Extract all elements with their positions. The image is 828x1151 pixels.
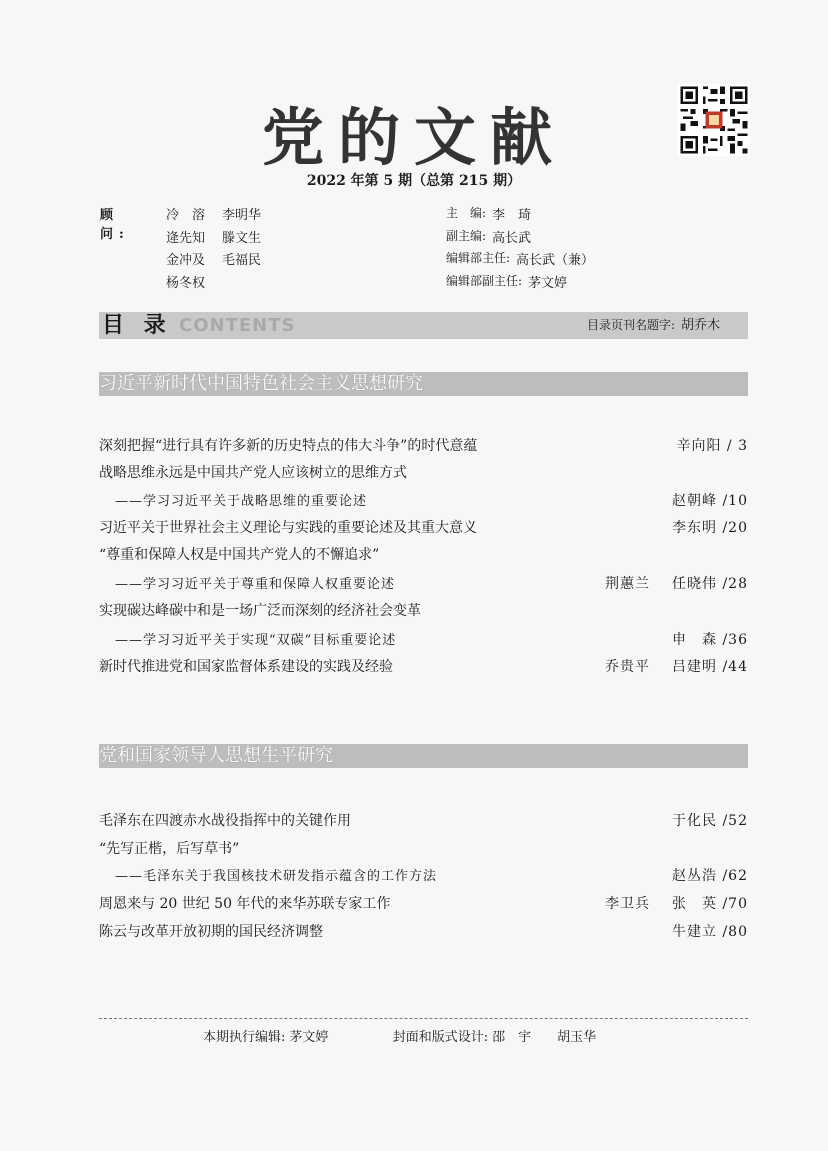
entry-subtitle: ——学习习近平关于战略思维的重要论述: [115, 494, 368, 509]
entry-title: “尊重和保障人权是中国共产党人的不懈追求”: [99, 547, 380, 563]
editor-label: 编辑部副主任:: [446, 273, 523, 288]
design-label: 封面和版式设计:: [392, 1030, 489, 1045]
advisor-name: 金冲及: [166, 253, 206, 268]
toc-entry[interactable]: [99, 921, 748, 943]
exec-editor-name: 茅文婷: [289, 1030, 329, 1045]
editor-name: 李 琦: [492, 208, 532, 223]
qr-code-icon: [678, 84, 750, 156]
footer-divider: [99, 1018, 748, 1019]
editor-label: 主 编:: [446, 206, 487, 220]
issue-number: 2022 年第 5 期（总第 215 期）: [306, 173, 522, 189]
entry-subtitle: ——毛泽东关于我国核技术研发指示蕴含的工作方法: [115, 869, 438, 884]
entry-author-page: 赵朝峰 /10: [672, 493, 748, 509]
entry-author-page: 赵丛浩 /62: [672, 868, 748, 884]
entry-author-page: 吕建明 /44: [672, 659, 748, 675]
section-title: 党和国家领导人思想生平研究: [99, 745, 333, 766]
entry-title: 陈云与改革开放初期的国民经济调整: [99, 924, 323, 940]
advisor-name: 冷 溶: [166, 208, 206, 223]
calligraphy-label: 目录页刊名题字:: [586, 318, 675, 332]
advisors-label: 顾 问:: [100, 208, 139, 242]
advisors-block: [100, 204, 278, 294]
toc-title: 目 录: [102, 313, 172, 338]
section-header: [99, 372, 748, 396]
entry-author-page: 李东明 /20: [672, 520, 748, 536]
advisor-name: 李明华: [222, 208, 262, 223]
toc-entry[interactable]: [99, 893, 748, 915]
editor-label: 编辑部主任:: [446, 251, 511, 265]
calligraphy-credit: [587, 312, 720, 339]
entry-title: 周恩来与 20 世纪 50 年代的来华苏联专家工作: [99, 896, 391, 912]
entry-coauthor: 乔贵平: [605, 659, 650, 675]
toc-header-bar: [99, 312, 748, 339]
exec-editor-label: 本期执行编辑:: [203, 1030, 286, 1045]
advisor-name: 杨冬权: [166, 275, 206, 291]
calligraphy-name: 胡乔木: [680, 318, 720, 333]
entry-title: 习近平关于世界社会主义理论与实践的重要论述及其重大意义: [99, 520, 477, 536]
entry-author-page: 张 英 /70: [672, 896, 748, 912]
entry-author-page: 牛建立 /80: [672, 924, 748, 940]
toc-entry[interactable]: [99, 865, 748, 887]
editors-block: [446, 204, 594, 294]
entry-title: 深刻把握“进行具有许多新的历史特点的伟大斗争”的时代意蕴: [99, 438, 478, 454]
toc-entry[interactable]: [99, 656, 748, 678]
entry-author-page: 辛向阳 / 3: [676, 438, 748, 454]
entry-coauthor: 李卫兵: [605, 896, 650, 912]
design-names: 邵 宇 胡玉华: [492, 1030, 597, 1045]
editor-name: 茅文婷: [528, 275, 568, 291]
entry-coauthor: 荆蕙兰: [605, 576, 650, 592]
entry-title: “先写正楷，后写草书”: [99, 841, 240, 857]
advisor-name: 逄先知: [166, 230, 206, 246]
toc-entry[interactable]: [99, 629, 748, 651]
entry-author-page: 申 森 /36: [672, 632, 748, 648]
editor-name: 高长武（兼）: [516, 253, 595, 268]
toc-entry[interactable]: [99, 462, 748, 484]
advisor-name: 毛福民: [222, 253, 262, 268]
toc-entry[interactable]: [99, 600, 748, 622]
toc-entry[interactable]: [99, 573, 748, 595]
entry-author-page: 任晓伟 /28: [672, 576, 748, 592]
entry-title: 毛泽东在四渡赤水战役指挥中的关键作用: [99, 813, 351, 829]
toc-entry[interactable]: [99, 810, 748, 832]
toc-entry[interactable]: [99, 838, 748, 860]
advisor-name: 滕文生: [222, 230, 262, 246]
toc-entry[interactable]: [99, 490, 748, 512]
entry-title: 实现碳达峰碳中和是一场广泛而深刻的经济社会变革: [99, 603, 421, 619]
footer-credits: [203, 1026, 596, 1045]
toc-title-english: CONTENTS: [179, 315, 296, 336]
toc-entry[interactable]: [99, 435, 748, 457]
entry-author-page: 于化民 /52: [672, 813, 748, 829]
journal-masthead: 党的文献: [261, 101, 566, 174]
entry-title: 新时代推进党和国家监督体系建设的实践及经验: [99, 659, 393, 675]
editor-name: 高长武: [492, 230, 532, 246]
editor-label: 副主编:: [446, 228, 487, 243]
toc-entry[interactable]: [99, 517, 748, 539]
entry-title: 战略思维永远是中国共产党人应该树立的思维方式: [99, 465, 407, 481]
entry-subtitle: ——学习习近平关于实现“双碳”目标重要论述: [115, 633, 397, 648]
section-header: [99, 744, 748, 768]
entry-subtitle: ——学习习近平关于尊重和保障人权重要论述: [115, 577, 396, 592]
toc-entry[interactable]: [99, 544, 748, 566]
section-title: 习近平新时代中国特色社会主义思想研究: [99, 373, 423, 394]
